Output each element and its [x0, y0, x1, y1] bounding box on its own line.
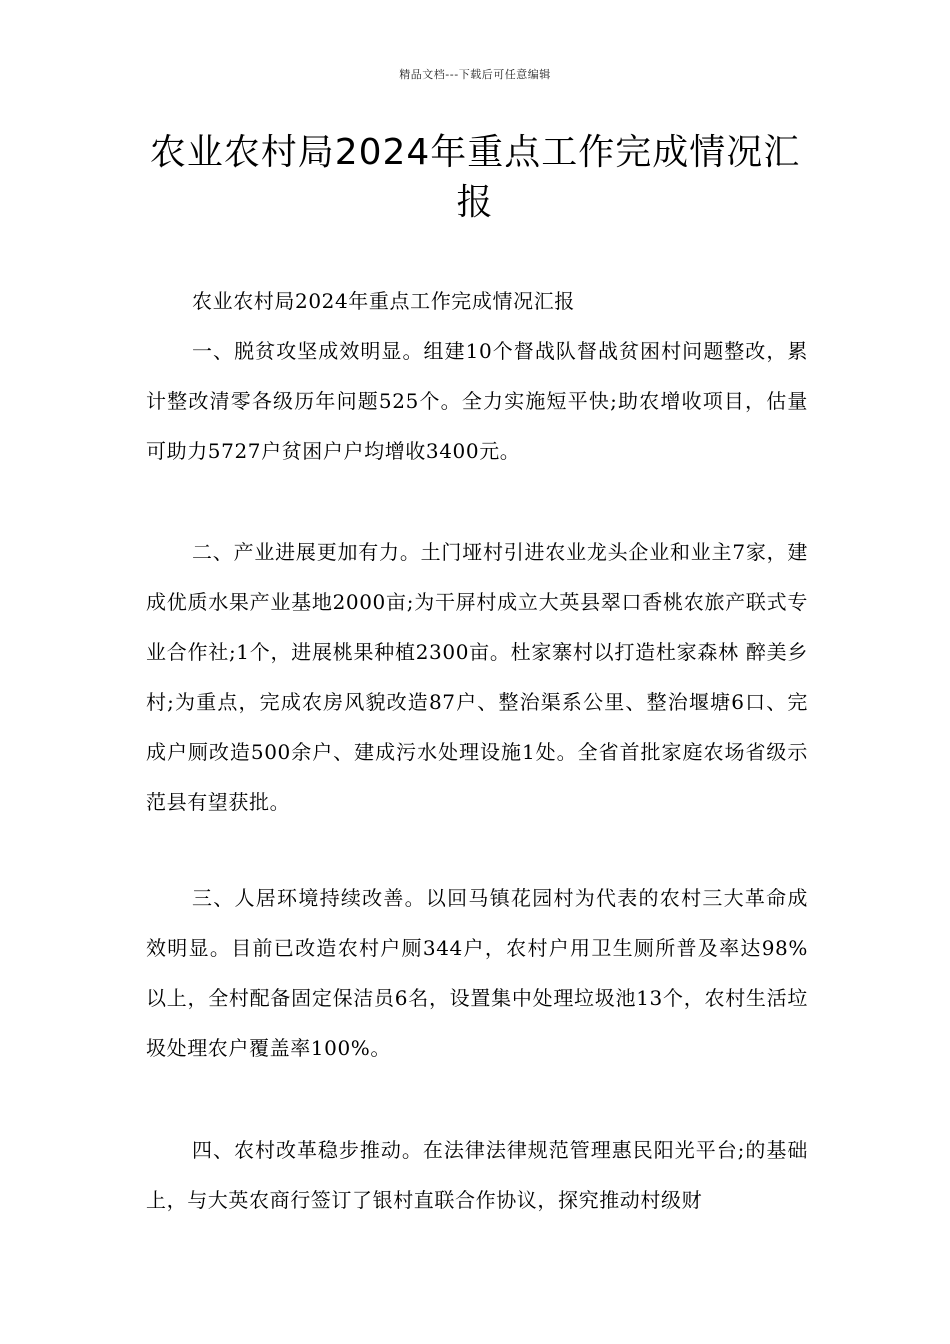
paragraph-poverty-alleviation: 一、脱贫攻坚成效明显。组建10个督战队督战贫困村问题整改，累计整改清零各级历年问题525个。全力实施短平快;助农增收项目，估量可助力5727户贫困户户均增收3400元。 [146, 339, 808, 463]
paragraph-industry-development: 二、产业进展更加有力。土门垭村引进农业龙头企业和业主7家，建成优质水果产业基地2000亩;为干屏村成立大英县翠口香桃农旅产联式专业合作社;1个，进展桃果种植2300亩。杜家寨村以打造杜家森林 醉美乡村;为重点，完成农房风貌改造87户、整治渠系公里、整治堰塘6口、完成户厕改造500余户、建成污水处理设施1处。全省首批家庭农场省级示范县有望获批。 [146, 540, 808, 814]
paragraph-rural-reform: 四、农村改革稳步推动。在法律法律规范管理惠民阳光平台;的基础上，与大英农商行签订了银村直联合作协议，探究推动村级财 [146, 1138, 808, 1212]
intro-line: 农业农村局2024年重点工作完成情况汇报 [192, 289, 575, 313]
document-title: 农业农村局2024年重点工作完成情况汇报 [149, 132, 801, 223]
header-note: 精品文档---下载后可任意编辑 [399, 68, 551, 81]
paragraph-living-environment: 三、人居环境持续改善。以回马镇花园村为代表的农村三大革命成效明显。目前已改造农村户厕344户，农村户用卫生厕所普及率达98%以上，全村配备固定保洁员6名，设置集中处理垃圾池13个，农村生活垃圾处理农户覆盖率100%。 [146, 886, 808, 1060]
